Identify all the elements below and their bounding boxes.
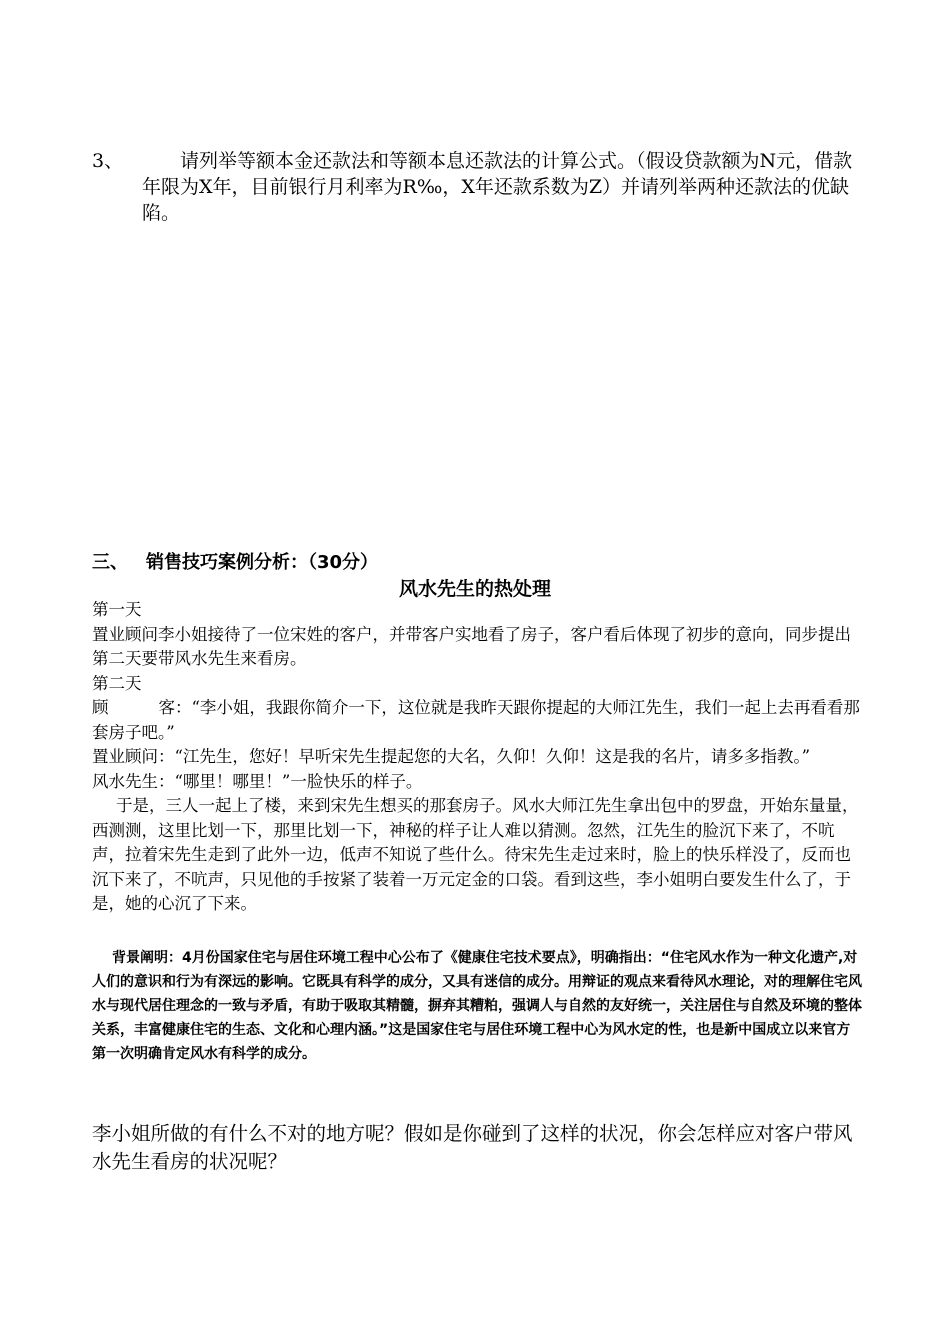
speaker-customer-b: 客： [158, 698, 192, 717]
question-3-text: 请列举等额本金还款法和等额本息还款法的计算公式。（假设贷款额为N元，借款年限为X年，目前银行月利率为R‰，X年还款系数为Z）并请列举两种还款法的优缺陷。 [142, 150, 853, 224]
master-dialogue: 风水先生：“哪里！哪里！”一脸快乐的样子。 [92, 771, 423, 791]
customer-dialogue [92, 696, 864, 745]
case-title: 风水先生的热处理 [398, 578, 551, 600]
background-note [92, 946, 864, 1066]
speaker-customer-a: 顾 [92, 698, 109, 717]
story-narrative: 于是，三人一起上了楼，来到宋先生想买的那套房子。风水大师江先生拿出包中的罗盘，开始东量量，西测测，这里比划一下，那里比划一下，神秘的样子让人难以猜测。忽然，江先生的脸沉下来了，不吭声，拉着宋先生走到了此外一边，低声不知说了些什么。待宋先生走过来时，脸上的快乐样没了，反而也沉下来了，不吭声，只见他的手按紧了装着一万元定金的口袋。看到这些，李小姐明白要发生什么了，于是，她的心沉了下来。 [92, 796, 859, 913]
background-text: 背景阐明：4月份国家住宅与居住环境工程中心公布了《健康住宅技术要点》，明确指出：“住宅风水作为一种文化遗产,对人们的意识和行为有深远的影响。它既具有科学的成分，又具有迷信的成分。用辩证的观点来看待风水理论，对的理解住宅风水与现代居住理念的一致与矛盾，有助于吸取其精髓，摒弃其糟粕，强调人与自然的友好统一，关注居住与自然及环境的整体关系，丰富健康住宅的生态、文化和心理内涵。”这是国家住宅与居住环境工程中心为风水定的性，也是新中国成立以来官方第一次明确肯定风水有科学的成分。 [92, 950, 862, 1062]
case-story [92, 598, 864, 917]
question-3-number: 3、 [92, 150, 124, 172]
consultant-dialogue: 置业顾问：“江先生，您好！早听宋先生提起您的大名，久仰！久仰！这是我的名片，请多多指教。” [92, 747, 811, 766]
section-3-number: 三、 [92, 552, 128, 573]
customer-line: “李小姐，我跟你简介一下，这位就是我昨天跟你提起的大师江先生，我们一起上去再看看那套房子吧。” [92, 698, 860, 742]
story-paragraph-1: 置业顾问李小姐接待了一位宋姓的客户，并带客户实地看了房子，客户看后体现了初步的意向，同步提出第二天要带风水先生来看房。 [92, 624, 851, 668]
discussion-question: 李小姐所做的有什么不对的地方呢？假如是你碰到了这样的状况，你会怎样应对客户带风水先生看房的状况呢？ [92, 1122, 853, 1173]
section-3-title: 销售技巧案例分析：（30分） [146, 552, 379, 573]
section-3-heading [92, 548, 378, 574]
day-1-label: 第一天 [92, 600, 142, 619]
day-2-label: 第二天 [92, 673, 142, 693]
